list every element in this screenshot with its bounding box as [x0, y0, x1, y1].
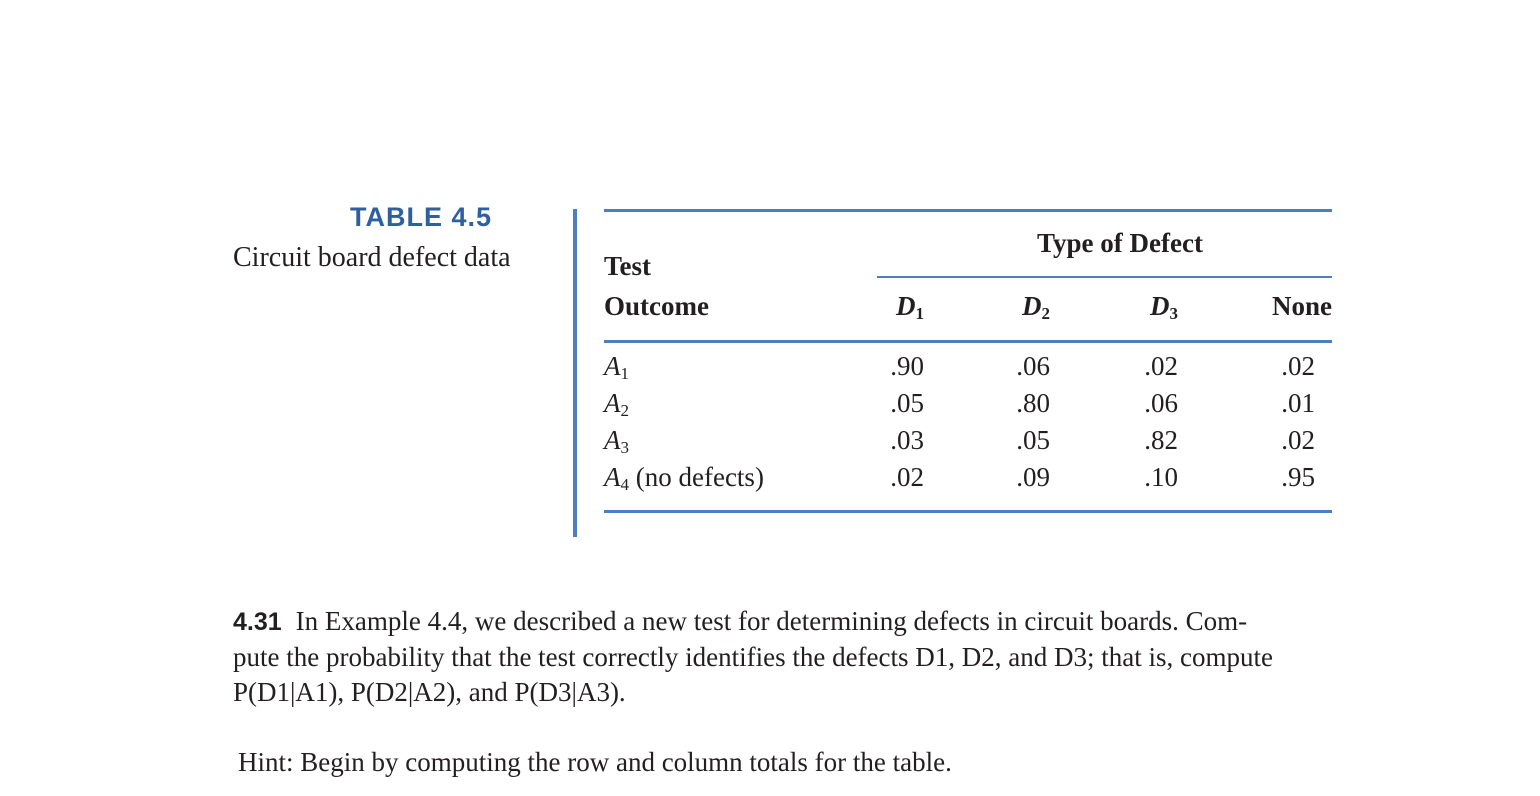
table-cell: .10	[1144, 462, 1178, 492]
table-cell: .01	[1281, 388, 1315, 418]
table-cell: .02	[1144, 351, 1178, 381]
table-cell: .02	[890, 462, 924, 492]
table-row	[604, 425, 1332, 462]
row-label: $A_1$	[604, 351, 629, 383]
row-header-line2: Outcome	[604, 291, 709, 321]
row-label: $A_3$	[604, 425, 629, 457]
exercise-text-line2: pute the probability that the test correctly identifies the defects D1, D2, and D3; that is, compute	[233, 642, 1273, 672]
table-top-rule	[604, 209, 1332, 212]
table-cell: .80	[1016, 388, 1050, 418]
table-cell: .90	[890, 351, 924, 381]
table-row	[604, 388, 1332, 425]
side-rule	[573, 209, 577, 537]
exercise-text-line1: In Example 4.4, we described a new test for determining defects in circuit boards. Com-	[295, 606, 1248, 636]
table-row	[604, 462, 1332, 499]
table-cell: .05	[1016, 425, 1050, 455]
table-header-rule	[604, 340, 1332, 343]
table-cell: .09	[1016, 462, 1050, 492]
table-cell: .06	[1016, 351, 1050, 381]
exercise-text-line3: P(D1|A1), P(D2|A2), and P(D3|A3).	[233, 677, 626, 707]
exercise-number: 4.31	[233, 608, 282, 636]
exercise-4-31	[233, 604, 1343, 710]
table-cell: .02	[1281, 351, 1315, 381]
hint-text: Hint: Begin by computing the row and column totals for the table.	[238, 747, 952, 777]
column-header-d1: $D_1$	[896, 291, 924, 323]
table-cell: .95	[1281, 462, 1315, 492]
row-label: $A_4$ (no defects)	[604, 462, 764, 494]
table-cell: .06	[1144, 388, 1178, 418]
column-header-none: None	[1272, 291, 1332, 321]
table-cell: .05	[890, 388, 924, 418]
exercise-line1	[233, 604, 1343, 640]
table-bottom-rule	[604, 510, 1332, 513]
row-label: $A_2$	[604, 388, 629, 420]
table-cell: .82	[1144, 425, 1178, 455]
row-header-line1: Test	[604, 251, 652, 281]
table-row	[604, 351, 1332, 388]
group-header-rule	[877, 276, 1332, 278]
group-header: Type of Defect	[1037, 228, 1203, 258]
table-cell: .02	[1281, 425, 1315, 455]
column-header-d2: $D_2$	[1022, 291, 1050, 323]
table-label: TABLE 4.5	[350, 202, 493, 232]
column-header-d3: $D_3$	[1150, 291, 1178, 323]
table-cell: .03	[890, 425, 924, 455]
table-caption: Circuit board defect data	[233, 242, 511, 273]
